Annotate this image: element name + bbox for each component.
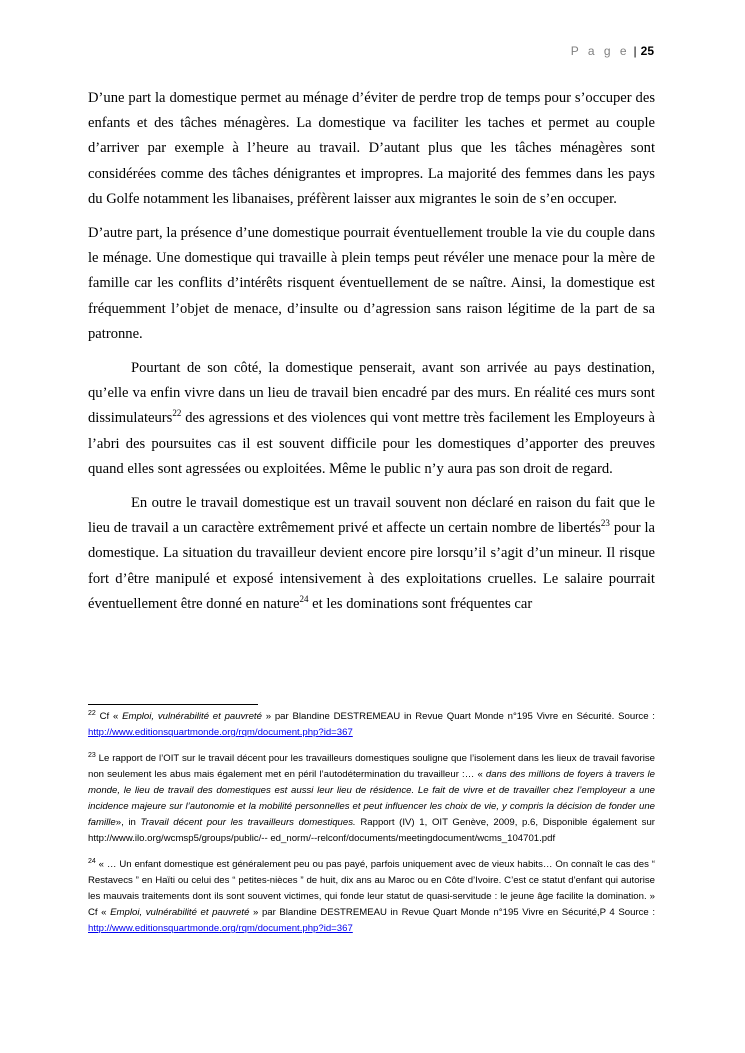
paragraph-4-text-c: et les dominations sont fréquentes car <box>308 595 533 612</box>
paragraph-2: D’autre part, la présence d’une domestique pourrait éventuellement trouble la vie du couple dans le ménage. Une domestique qui travaille à plein temps peut révéler une menace pour la mère de famille car les conflits d’intérêts risquent éventuellement de se naître. Ainsi, la domestique est fréquemment l’objet de menace, d’insulte ou d’agression sans raison légitime de la part de sa patronne. <box>88 225 655 342</box>
footnote-ref-23[interactable]: 23 <box>600 518 610 529</box>
paragraph-1: D’une part la domestique permet au ménage d’éviter de perdre trop de temps pour s’occuper des enfants et des tâches ménagères. La domestique va faciliter les taches et permet au couple d’arriver par exemple à l’heure au travail. D’autant plus que les tâches ménagères sont considérées comme des tâches dénigrantes et impropres. La majorité des femmes dans les pays du Golfe notamment les libanaises, préfèrent laisser aux migrantes le soin de s’en occuper. <box>88 90 655 207</box>
page-label: P a g e <box>570 44 630 58</box>
footnote-ref-24[interactable]: 24 <box>299 593 309 604</box>
footnote-22-title: Emploi, vulnérabilité et pauvreté <box>122 711 262 722</box>
paragraph-3-text-a: Pourtant de son côté, la domestique penserait, avant son arrivée au pays destination, qu’elle va enfin vivre dans un lieu de travail bien encadré par des murs. En réalité ces murs sont dissimulateurs <box>88 360 655 427</box>
paragraph-3-text-b: des agressions et des violences qui vont mettre très facilement les Employeurs à l’abri des poursuites cas il est souvent difficile pour les domestiques d’apporter des preuves quand elles sont agressées ou exploitées. Même le public n’y aura pas son droit de regard. <box>88 410 655 477</box>
footnote-22-text-2: » par Blandine DESTREMEAU in Revue Quart Monde n°195 Vivre en Sécurité. Source : <box>261 711 655 722</box>
footnote-22-text-1: Cf « <box>95 711 123 722</box>
page-separator: | <box>633 44 637 58</box>
page-number: 25 <box>640 44 654 58</box>
footnote-23-text-3: Rapport (IV) 1, OIT Genève, 2009, p.6, Disponible également sur http://www.ilo.org/wcmsp5/groups/public/-- ed_norm/--relconf/documents/meetingdocument/wcms_104701.pdf <box>88 817 655 844</box>
footnote-23-text-1: Le rapport de l’OIT sur le travail décent pour les travailleurs domestiques souligne que l’isolement dans les lieux de travail favorise non seulement les abus mais également met en péril l’autodétermination du travailleur :… « <box>88 753 655 780</box>
footnote-24-text-1: « … Un enfant domestique est généralement peu ou pas payé, parfois uniquement avec de vieux habits… On connaît le cas des “ Restavecs ” en Haïti ou celui des “ petites-nièces ” de huit, dix ans au Maroc ou en Côte d’Ivoire. C’est ce statut d’enfant qui autorise les mauvais traitements dont ils sont souvent victimes, qui fonde leur statut de quasi-servitude : le jeune âge facilite la domination. » Cf « <box>88 859 655 918</box>
footnote-22-number: 22 <box>88 710 96 717</box>
footnote-24-title: Emploi, vulnérabilité et pauvreté <box>110 907 250 918</box>
footnote-divider <box>88 704 258 705</box>
footnote-24-text-2: » par Blandine DESTREMEAU in Revue Quart Monde n°195 Vivre en Sécurité,P 4 Source : <box>249 907 655 918</box>
paragraph-4-text-b: pour la domestique. La situation du travailleur devient encore pire lorsqu’il s’agit d’un mineur. Il risque fort d’être manipulé et exposé intensivement à des exploitations cruelles. Le salaire pourrait éventuellement être donné en nature <box>88 520 655 612</box>
footnote-23-number: 23 <box>88 752 96 759</box>
footnote-24 <box>88 857 655 937</box>
footnote-ref-22[interactable]: 22 <box>172 408 182 419</box>
footnote-24-number: 24 <box>88 858 96 865</box>
page-header <box>571 44 654 58</box>
paragraph-4 <box>88 491 655 617</box>
footnotes <box>88 709 655 947</box>
footnote-22 <box>88 709 655 741</box>
footnote-23 <box>88 751 655 847</box>
paragraph-3 <box>88 356 655 482</box>
footnote-22-link[interactable]: http://www.editionsquartmonde.org/rqm/document.php?id=367 <box>88 727 353 738</box>
footnote-23-quote: dans des millions de foyers à travers le monde, le lieu de travail des domestiques est aussi leur lieu de résidence. Le fait de vivre et de travailler chez l’employeur a une incidence majeure sur l’autonomie et la mobilité personnelles et peut influencer les choix de vie, y compris la décision de fonder une famille <box>88 769 655 828</box>
paragraph-4-text-a: En outre le travail domestique est un travail souvent non déclaré en raison du fait que le lieu de travail a un caractère extrêmement privé et affecte un certain nombre de libertés <box>88 495 655 537</box>
footnote-24-link[interactable]: http://www.editionsquartmonde.org/rqm/document.php?id=367 <box>88 923 353 934</box>
body-text <box>88 86 655 626</box>
footnote-23-text-2: », in <box>115 817 141 828</box>
footnote-23-report-title: Travail décent pour les travailleurs domestiques. <box>140 817 356 828</box>
